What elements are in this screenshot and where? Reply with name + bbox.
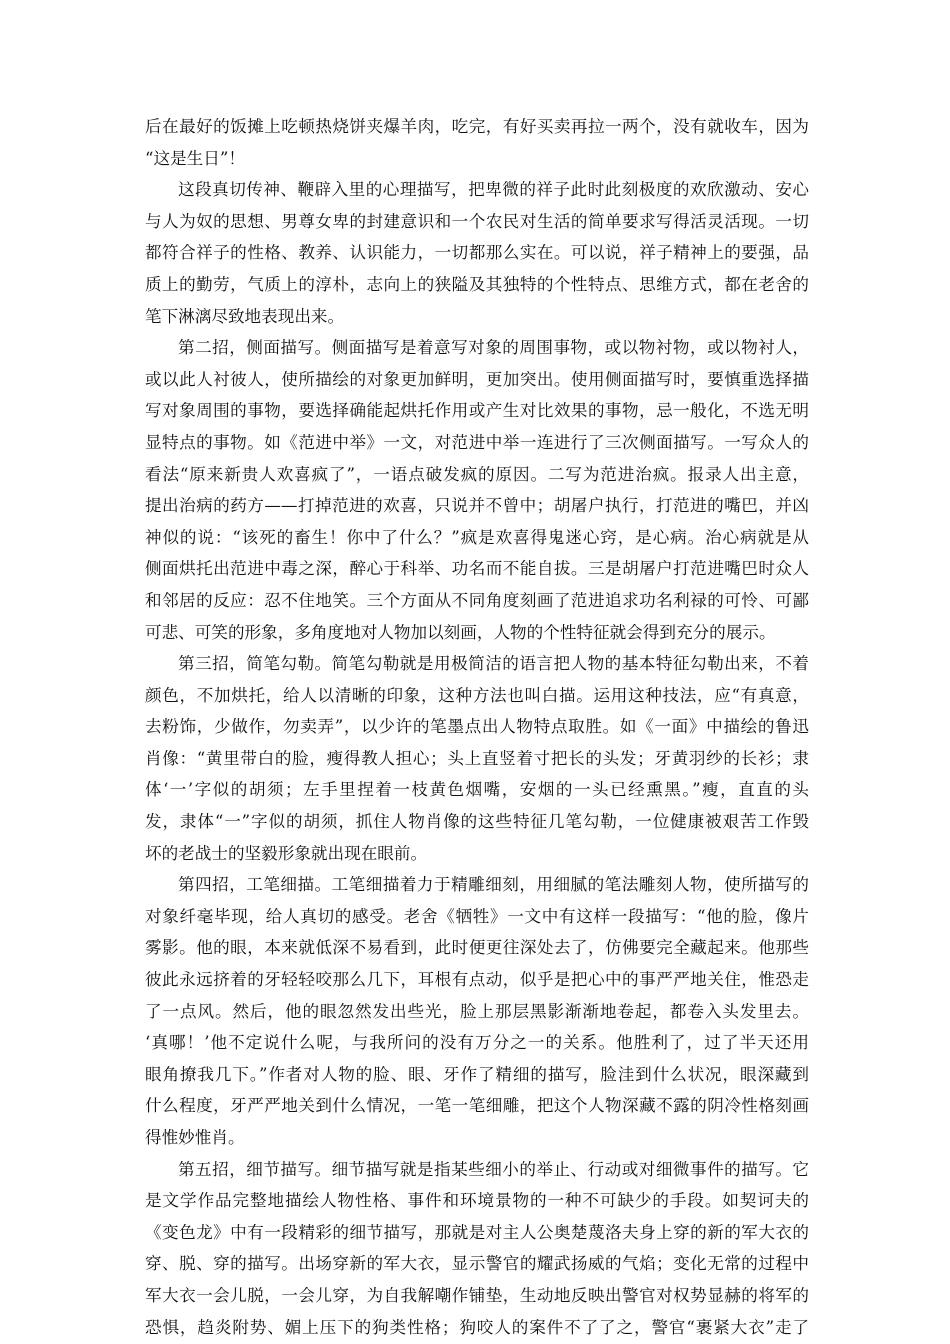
text-line: 看法“原来新贵人欢喜疯了”，一语点破发疯的原因。二写为范进治疯。报录人出主意， xyxy=(145,464,809,484)
text-line: 质上的勤劳，气质上的淳朴，志向上的狭隘及其独特的个性特点、思维方式，都在老舍的 xyxy=(145,274,809,294)
paragraph-first-line: 这段真切传神、鞭辟入里的心理描写，把卑微的祥子此时此刻极度的欢欣激动、安心 xyxy=(178,180,809,200)
text-line: 都符合祥子的性格、教养、认识能力，一切都那么实在。可以说，祥子精神上的要强，品 xyxy=(145,243,809,263)
text-line: 彼此永远挤着的牙轻轻咬那么几下，耳根有点动，似乎是把心中的事严严地关住，惟恐走 xyxy=(145,970,809,990)
text-line: 后在最好的饭摊上吃顿热烧饼夹爆羊肉，吃完，有好买卖再拉一两个，没有就收车，因为 xyxy=(145,117,809,136)
text-line: 和邻居的反应：忍不住地笑。三个方面从不同角度刻画了范进追求功名利禄的可怜、可鄙 xyxy=(145,590,809,610)
text-line: 侧面烘托出范进中毒之深，醉心于科举、功名而不能自拔。三是胡屠户打范进嘴巴时众人 xyxy=(145,559,809,579)
text-line: 眼角撩我几下。”作者对人物的脸、眼、牙作了精细的描写，脸洼到什么状况，眼深藏到 xyxy=(145,1064,809,1084)
text-line: 肖像：“黄里带白的脸，瘦得教人担心；头上直竖着寸把长的头发；牙黄羽纱的长衫；隶 xyxy=(145,748,809,768)
text-line: 去粉饰，少做作，勿卖弄”，以少许的笔墨点出人物特点取胜。如《一面》中描绘的鲁迅 xyxy=(145,717,809,737)
text-line: 写对象周围的事物，要选择确能起烘托作用或产生对比效果的事物，忌一般化，不选无明 xyxy=(145,401,809,421)
text-line: 可悲、可笑的形象，多角度地对人物加以刻画，人物的个性特征就会得到充分的展示。 xyxy=(145,622,776,642)
text-line: 穿、脱、穿的描写。出场穿新的军大衣，显示警官的耀武扬威的气焰；变化无常的过程中 xyxy=(145,1254,809,1274)
text-line: 神似的说：“该死的畜生！你中了什么？”疯是欢喜得鬼迷心窍，是心病。治心病就是从 xyxy=(145,527,809,547)
text-line: “这是生日”！ xyxy=(145,148,245,168)
text-line: 恐惧，趋炎附势、媚上压下的狗类性格；狗咬人的案件不了了之，警官“裹紧大衣”走了 xyxy=(145,1317,809,1337)
text-line: 或以此人衬彼人，使所描绘的对象更加鲜明，更加突出。使用侧面描写时，要慎重选择描 xyxy=(145,369,809,389)
paragraph-first-line: 第五招，细节描写。细节描写就是指某些细小的举止、行动或对细微事件的描写。它 xyxy=(178,1159,809,1179)
text-line: 发，隶体“一”字似的胡须，抓住人物肖像的这些特征几笔勾勒，一位健康被艰苦工作毁 xyxy=(145,812,809,832)
text-line: 雾影。他的眼，本来就低深不易看到，此时便更往深处去了，仿佛要完全藏起来。他那些 xyxy=(145,938,809,958)
text-line: 颜色，不加烘托，给人以清晰的印象，这种方法也叫白描。运用这种技法，应“有真意， xyxy=(145,685,809,705)
text-line: 与人为奴的思想、男尊女卑的封建意识和一个农民对生活的简单要求写得活灵活现。一切 xyxy=(145,211,809,231)
paragraph-first-line: 第三招，简笔勾勒。简笔勾勒就是用极简洁的语言把人物的基本特征勾勒出来，不着 xyxy=(178,654,809,674)
text-line: 坏的老战士的坚毅形象就出现在眼前。 xyxy=(145,843,428,863)
text-line: 什么程度，牙严严地关到什么情况，一笔一笔细雕，把这个人物深藏不露的阴冷性格刻画 xyxy=(145,1096,809,1116)
text-line: 了一点风。然后，他的眼忽然发出些光，脸上那层黑影渐渐地卷起，都卷入头发里去。 xyxy=(145,1001,809,1021)
text-line: 体‘一’字似的胡须；左手里捏着一枝黄色烟嘴，安烟的一头已经熏黑。”瘦，直直的头 xyxy=(145,780,809,800)
text-line: 是文学作品完整地描绘人物性格、事件和环境景物的一种不可缺少的手段。如契诃夫的 xyxy=(145,1191,809,1211)
text-line: 得惟妙惟肖。 xyxy=(145,1128,245,1147)
text-line: 笔下淋漓尽致地表现出来。 xyxy=(145,306,345,326)
text-line: 军大衣一会儿脱，一会儿穿，为自我解嘲作铺垫，生动地反映出警官对权势显赫的将军的 xyxy=(145,1285,809,1305)
text-line: 《变色龙》中有一段精彩的细节描写，那就是对主人公奥楚蔑洛夫身上穿的新的军大衣的 xyxy=(145,1222,809,1242)
article-body xyxy=(145,111,809,1343)
text-line: 提出治病的药方——打掉范进的欢喜，只说并不曾中；胡屠户执行，打范进的嘴巴，并凶 xyxy=(145,496,809,516)
paragraph-first-line: 第四招，工笔细描。工笔细描着力于精雕细刻，用细腻的笔法雕刻人物，使所描写的 xyxy=(178,875,809,895)
text-line: ‘真哪！’他不定说什么呢，与我所问的没有万分之一的关系。他胜利了，过了半天还用 xyxy=(145,1033,809,1053)
text-line: 对象纤毫毕现，给人真切的感受。老舍《牺牲》一文中有这样一段描写：“他的脸，像片 xyxy=(145,906,809,926)
text-line: 显特点的事物。如《范进中举》一文，对范进中举一连进行了三次侧面描写。一写众人的 xyxy=(145,432,809,452)
paragraph-first-line: 第二招，侧面描写。侧面描写是着意写对象的周围事物，或以物衬物，或以物衬人， xyxy=(178,338,809,358)
